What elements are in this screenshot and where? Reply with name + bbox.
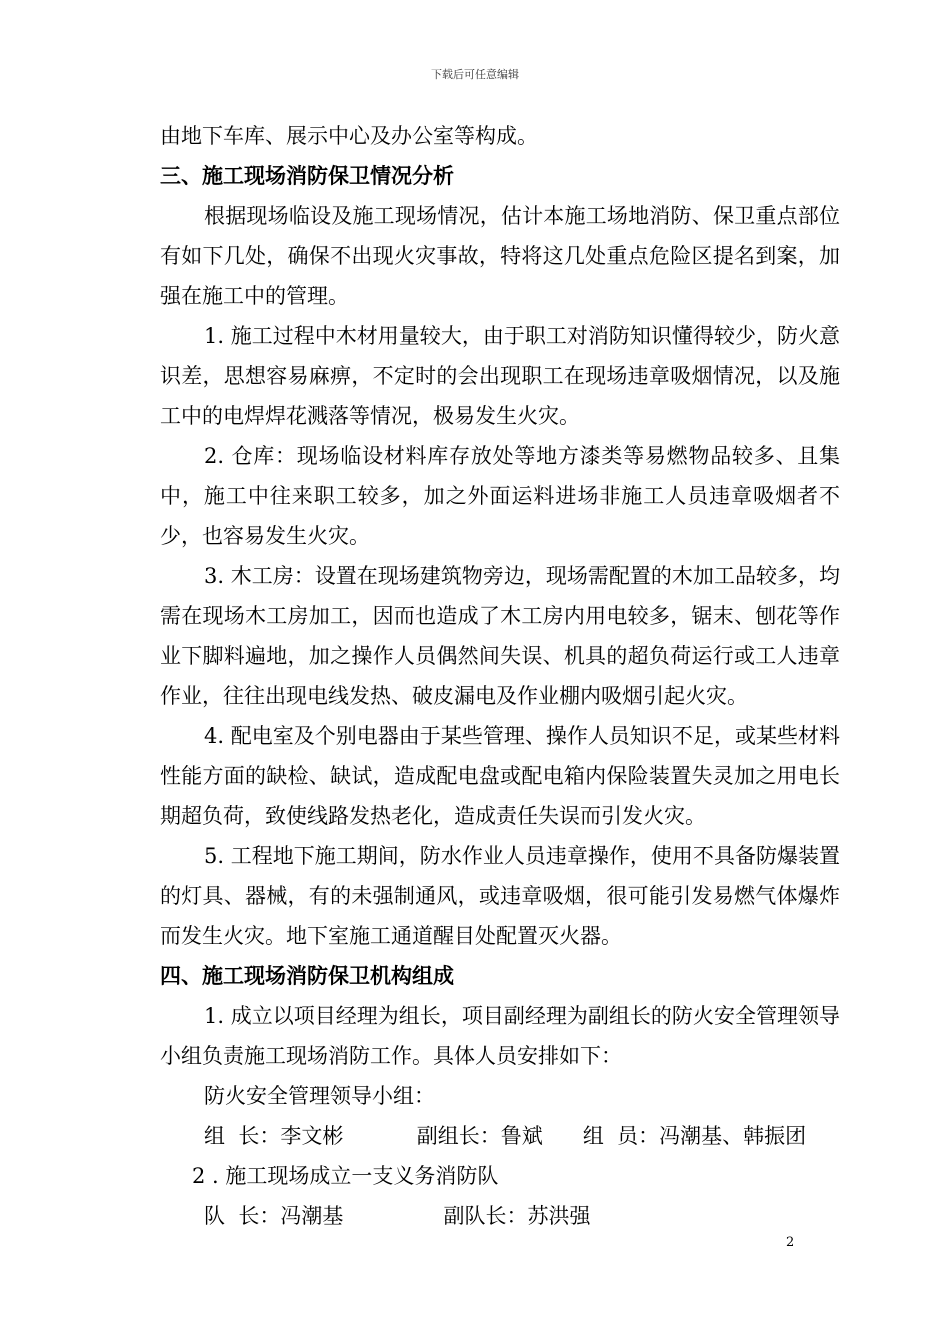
section-4-heading: 四、施工现场消防保卫机构组成	[160, 963, 454, 988]
section-3-item-1: 1. 施工过程中木材用量较大，由于职工对消防知识懂得较少，防火意识差，思想容易麻痹，不定时的会出现职工在现场违章吸烟情况，以及施工中的电焊焊花溅落等情况，极易发生火灾。	[160, 324, 840, 428]
continuation-paragraph: 由地下车库、展示中心及办公室等构成。	[160, 124, 538, 148]
section-4-item-1: 1. 成立以项目经理为组长，项目副经理为副组长的防火安全管理领导小组负责施工现场消防工作。具体人员安排如下：	[160, 1004, 840, 1068]
page-number: 2	[786, 1235, 795, 1250]
document-body	[160, 116, 840, 1236]
team-leaders-line: 队 长：冯潮基 副队长：苏洪强	[204, 1204, 591, 1228]
section-3-item-3: 3. 木工房：设置在现场建筑物旁边，现场需配置的木加工品较多，均需在现场木工房加工，因而也造成了木工房内用电较多，锯末、刨花等作业下脚料遍地，加之操作人员偶然间失误、机具的超负荷运行或工人违章作业，往往出现电线发热、破皮漏电及作业棚内吸烟引起火灾。	[160, 564, 840, 708]
group-members-line: 组 长：李文彬 副组长：鲁斌 组 员：冯潮基、韩振团	[204, 1124, 807, 1148]
group-title: 防火安全管理领导小组：	[204, 1084, 435, 1108]
page-header: 下载后可任意编辑	[431, 68, 519, 81]
section-3-heading: 三、施工现场消防保卫情况分析	[160, 163, 454, 188]
section-3-item-2: 2. 仓库：现场临设材料库存放处等地方漆类等易燃物品较多、且集中，施工中往来职工较多，加之外面运料进场非施工人员违章吸烟者不少，也容易发生火灾。	[160, 444, 840, 548]
section-4-item-2: 2 . 施工现场成立一支义务消防队	[192, 1164, 499, 1188]
section-3-item-5: 5. 工程地下施工期间，防水作业人员违章操作，使用不具备防爆装置的灯具、器械，有的未强制通风，或违章吸烟，很可能引发易燃气体爆炸而发生火灾。地下室施工通道醒目处配置灭火器。	[160, 844, 840, 948]
section-3-item-4: 4. 配电室及个别电器由于某些管理、操作人员知识不足，或某些材料性能方面的缺检、缺试，造成配电盘或配电箱内保险装置失灵加之用电长期超负荷，致使线路发热老化，造成责任失误而引发火灾。	[160, 724, 840, 828]
section-3-intro: 根据现场临设及施工现场情况，估计本施工场地消防、保卫重点部位有如下几处，确保不出现火灾事故，特将这几处重点危险区提名到案，加强在施工中的管理。	[160, 204, 840, 308]
